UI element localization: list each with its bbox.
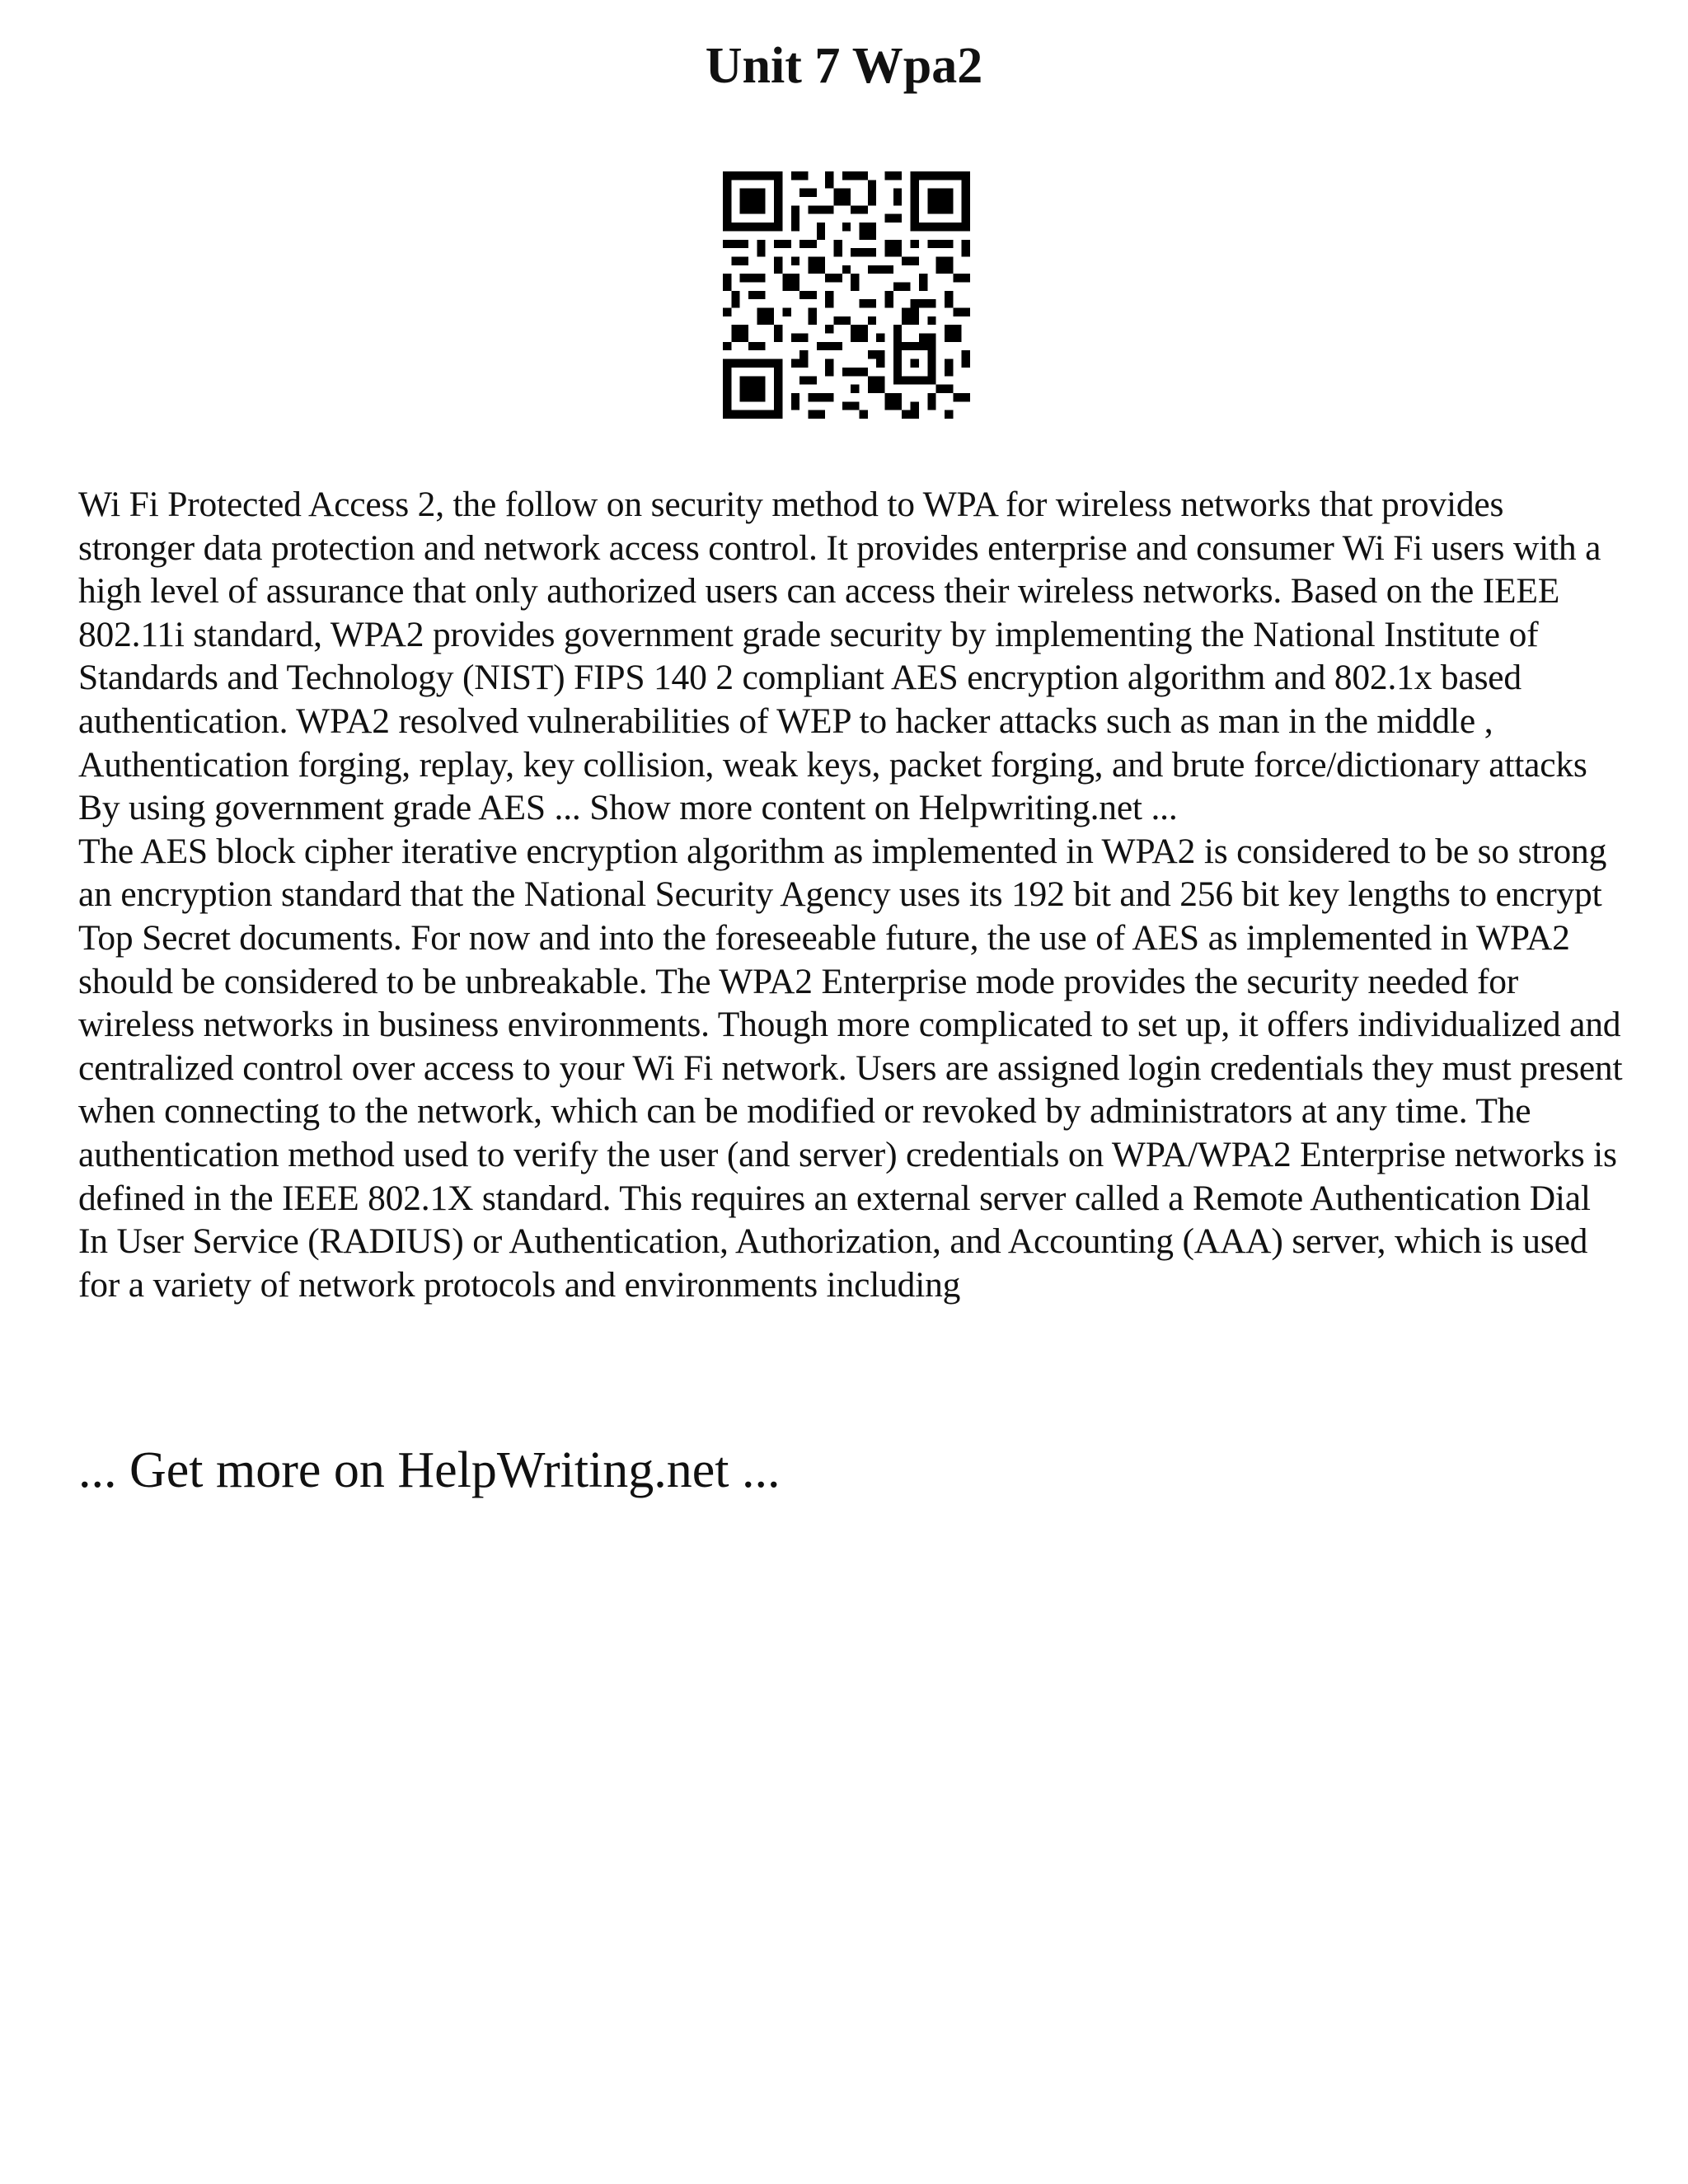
qr-code-icon[interactable]	[723, 171, 970, 419]
article-body	[78, 483, 1628, 1306]
paragraph-intro: Wi Fi Protected Access 2, the follow on security method to WPA for wireless networks that provides stronger data protection and network access control. It provides enterprise and consumer Wi Fi users with a high level of assurance that only authorized users can access their wireless networks. Based on the IEEE 802.11i standard, WPA2 provides government grade security by implementing the National Institute of Standards and Technology (NIST) FIPS 140 2 compliant AES encryption algorithm and 802.1x based authentication. WPA2 resolved vulnerabilities of WEP to hacker attacks such as man in the middle ,	[78, 485, 1601, 741]
get-more-link[interactable]: ... Get more on HelpWriting.net ...	[78, 1442, 781, 1498]
paragraph-aes: The AES block cipher iterative encryption algorithm as implemented in WPA2 is considered to be so strong an encryption standard that the National Security Agency uses its 192 bit and 256 bit key lengths to encrypt Top Secret documents. For now and into the foreseeable future, the use of AES as implemented in WPA2 should be considered to be unbreakable. The WPA2 Enterprise mode provides the security needed for wireless networks in business environments. Though more complicated to set up, it offers individualized and centralized control over access to your Wi Fi network. Users are assigned login credentials they must present when connecting to the network, which can be modified or revoked by administrators at any time. The authentication method used to verify the user (and server) credentials on WPA/WPA2 Enterprise networks is defined in the IEEE 802.1X standard. This requires an external server called a Remote Authentication Dial In User Service (RADIUS) or Authentication, Authorization, and Accounting (AAA) server, which is used for a variety of network protocols and environments including	[78, 831, 1623, 1305]
paragraph-attacks: Authentication forging, replay, key collision, weak keys, packet forging, and brute force/dictionary attacks By using government grade AES ... Show more content on Helpwriting.net ...	[78, 744, 1587, 828]
page-title: Unit 7 Wpa2	[705, 38, 983, 94]
